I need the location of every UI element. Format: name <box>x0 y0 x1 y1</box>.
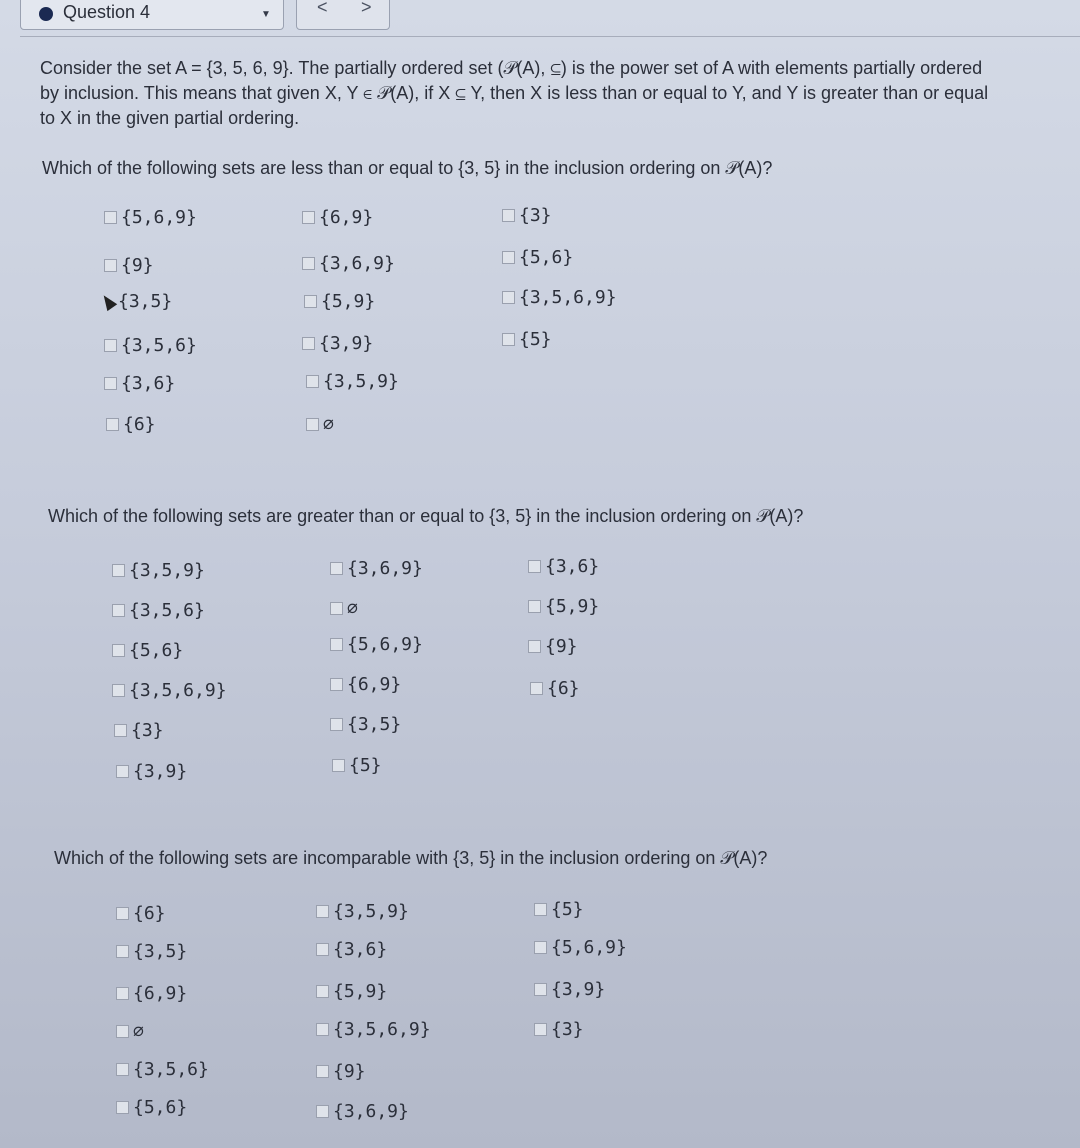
q3-option[interactable]: {5,9} <box>316 981 387 1002</box>
checkbox[interactable] <box>534 941 547 954</box>
checkbox[interactable] <box>316 1023 329 1036</box>
q2-option[interactable]: {5,9} <box>528 596 599 617</box>
q3-option[interactable]: {3,5,6,9} <box>316 1019 431 1040</box>
checkbox[interactable] <box>316 1065 329 1078</box>
q3-option[interactable]: {6} <box>116 903 166 924</box>
checkbox[interactable] <box>330 678 343 691</box>
checkbox[interactable] <box>112 644 125 657</box>
mouse-cursor-icon <box>99 292 117 311</box>
q1-option[interactable]: {9} <box>104 255 154 276</box>
checkbox[interactable] <box>528 600 541 613</box>
checkbox[interactable] <box>534 1023 547 1036</box>
q1-option[interactable]: {3,9} <box>302 333 373 354</box>
checkbox[interactable] <box>306 375 319 388</box>
question-selector[interactable] <box>20 0 284 30</box>
q2-option[interactable]: {5,6,9} <box>330 634 423 655</box>
q2-option[interactable]: {3,9} <box>116 761 187 782</box>
q3-option[interactable]: {3,9} <box>534 979 605 1000</box>
checkbox[interactable] <box>116 1101 129 1114</box>
q1-option[interactable]: {3} <box>502 205 552 226</box>
checkbox[interactable] <box>114 724 127 737</box>
q3-option[interactable]: {5} <box>534 899 584 920</box>
checkbox[interactable] <box>534 903 547 916</box>
q1-option[interactable]: {6,9} <box>302 207 373 228</box>
q2-option[interactable]: {3,6} <box>528 556 599 577</box>
checkbox[interactable] <box>104 211 117 224</box>
q1-option[interactable]: {5,6,9} <box>104 207 197 228</box>
checkbox[interactable] <box>332 759 345 772</box>
checkbox[interactable] <box>528 560 541 573</box>
checkbox[interactable] <box>316 943 329 956</box>
checkbox[interactable] <box>304 295 317 308</box>
q2-option[interactable]: {3,6,9} <box>330 558 423 579</box>
q2-option[interactable]: {5,6} <box>112 640 183 661</box>
checkbox[interactable] <box>316 1105 329 1118</box>
checkbox[interactable] <box>104 339 117 352</box>
checkbox[interactable] <box>302 211 315 224</box>
question-3-prompt: Which of the following sets are incomparable with {3, 5} in the inclusion ordering on 𝒫(A)? <box>54 848 768 868</box>
checkbox[interactable] <box>116 945 129 958</box>
q3-option[interactable]: {9} <box>316 1061 366 1082</box>
checkbox[interactable] <box>112 604 125 617</box>
checkbox[interactable] <box>306 418 319 431</box>
question-label: Question 4 <box>63 2 151 22</box>
previous-question-button[interactable]: < <box>317 0 328 17</box>
q1-option[interactable]: {3,5,9} <box>306 371 399 392</box>
checkbox[interactable] <box>502 291 515 304</box>
q1-option[interactable]: {5,6} <box>502 247 573 268</box>
checkbox[interactable] <box>116 765 129 778</box>
q2-option[interactable]: {3} <box>114 720 164 741</box>
q1-option[interactable]: ∅ <box>306 414 334 435</box>
question-intro: Consider the set A = {3, 5, 6, 9}. The partially ordered set (𝒫(A), ⊆) is the power set of A with elements partially ordered by inclusion. This means that given X, Y ∈ 𝒫(A), if X ⊆ Y, then X is less than or equal to Y, and Y is greater than or equal to X in the given partial ordering. <box>40 58 989 128</box>
checkbox[interactable] <box>330 718 343 731</box>
checkbox[interactable] <box>330 562 343 575</box>
checkbox[interactable] <box>330 602 343 615</box>
q2-option[interactable]: {6,9} <box>330 674 401 695</box>
q1-option[interactable]: {3,5} <box>102 291 172 312</box>
checkbox[interactable] <box>502 209 515 222</box>
checkbox[interactable] <box>316 985 329 998</box>
checkbox[interactable] <box>116 1063 129 1076</box>
checkbox[interactable] <box>116 1025 129 1038</box>
checkbox[interactable] <box>534 983 547 996</box>
checkbox[interactable] <box>530 682 543 695</box>
checkbox[interactable] <box>104 259 117 272</box>
q3-option[interactable]: {3,5} <box>116 941 187 962</box>
q3-option[interactable]: {3,5,6} <box>116 1059 209 1080</box>
q3-option[interactable]: {5,6} <box>116 1097 187 1118</box>
q3-option[interactable]: {3,6} <box>316 939 387 960</box>
question-2-prompt: Which of the following sets are greater than or equal to {3, 5} in the inclusion ordering on 𝒫(A)? <box>48 506 804 526</box>
q2-option[interactable]: {3,5} <box>330 714 401 735</box>
q3-option[interactable]: {5,6,9} <box>534 937 627 958</box>
q2-option[interactable]: {3,5,9} <box>112 560 205 581</box>
checkbox[interactable] <box>112 564 125 577</box>
question-1-prompt: Which of the following sets are less than or equal to {3, 5} in the inclusion ordering on 𝒫(A)? <box>42 158 773 178</box>
top-bar <box>0 0 1080 34</box>
status-dot-icon <box>39 7 53 21</box>
checkbox[interactable] <box>528 640 541 653</box>
next-question-button[interactable]: > <box>361 0 372 17</box>
checkbox[interactable] <box>116 987 129 1000</box>
q1-option[interactable]: {3,5,6} <box>104 335 197 356</box>
q3-option[interactable]: {3,6,9} <box>316 1101 409 1122</box>
q2-option[interactable]: {3,5,6,9} <box>112 680 227 701</box>
q3-option[interactable]: {3} <box>534 1019 584 1040</box>
q1-option[interactable]: {3,6,9} <box>302 253 395 274</box>
q2-option[interactable]: {6} <box>530 678 580 699</box>
checkbox[interactable] <box>302 257 315 270</box>
q2-option[interactable]: {5} <box>332 755 382 776</box>
q3-option[interactable]: {3,5,9} <box>316 901 409 922</box>
q3-option[interactable]: {6,9} <box>116 983 187 1004</box>
q1-option[interactable]: {6} <box>106 414 156 435</box>
q2-option[interactable]: {3,5,6} <box>112 600 205 621</box>
checkbox[interactable] <box>502 333 515 346</box>
checkbox[interactable] <box>302 337 315 350</box>
checkbox[interactable] <box>106 418 119 431</box>
checkbox[interactable] <box>316 905 329 918</box>
checkbox[interactable] <box>330 638 343 651</box>
checkbox[interactable] <box>502 251 515 264</box>
q2-option[interactable]: {9} <box>528 636 578 657</box>
q3-option[interactable]: ∅ <box>116 1021 144 1042</box>
q1-option[interactable]: {5,9} <box>304 291 375 312</box>
q1-option[interactable]: {3,6} <box>104 373 175 394</box>
checkbox[interactable] <box>104 377 117 390</box>
header-divider <box>20 36 1080 37</box>
q2-option[interactable]: ∅ <box>330 598 358 619</box>
q1-option[interactable]: {5} <box>502 329 552 350</box>
q1-option[interactable]: {3,5,6,9} <box>502 287 617 308</box>
chevron-down-icon[interactable]: ▼ <box>261 9 271 20</box>
checkbox[interactable] <box>112 684 125 697</box>
question-nav <box>296 0 390 30</box>
checkbox[interactable] <box>116 907 129 920</box>
